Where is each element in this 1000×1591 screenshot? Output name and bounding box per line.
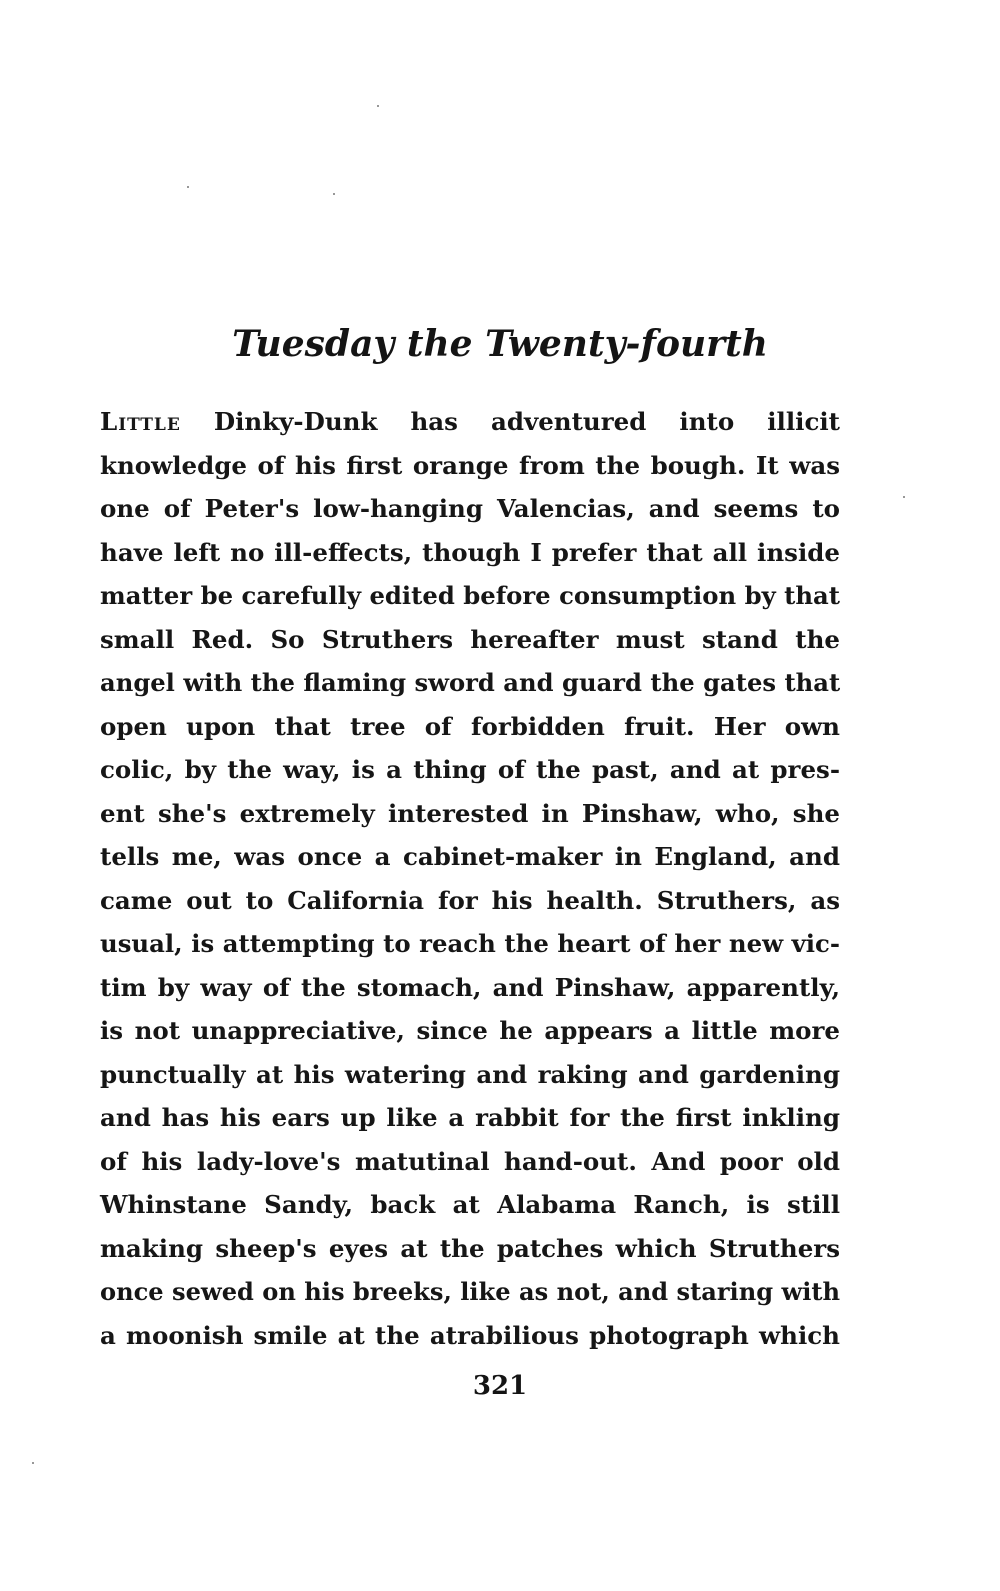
text-line: came out to California for his health. Struthers, as [100, 885, 840, 915]
text-line: knowledge of his first orange from the bough. It was [100, 450, 840, 480]
text-line: punctually at his watering and raking and gardening [100, 1059, 840, 1089]
text-line: Whinstane Sandy, back at Alabama Ranch, is still [100, 1190, 840, 1219]
text-line: tells me, was once a cabinet-maker in England, and [100, 842, 840, 871]
opening-word: Little [100, 407, 181, 436]
text-line: matter be carefully edited before consumption by that [100, 581, 841, 610]
text-line: Little Dinky-Dunk has adventured into illicit [100, 407, 840, 436]
text-line: tim by way of the stomach, and Pinshaw, apparently, [100, 972, 840, 1002]
text-line: a moonish smile at the atrabilious photograph which [100, 1320, 840, 1350]
body-paragraph [100, 400, 840, 1357]
text-line: small Red. So Struthers hereafter must stand the [100, 624, 840, 654]
chapter-heading: Tuesday the Twenty-fourth [232, 323, 768, 365]
text-line: is not unappreciative, since he appears a little more [100, 1016, 840, 1045]
text-line: open upon that tree of forbidden fruit. Her own [100, 711, 840, 741]
text-line: usual, is attempting to reach the heart of her new vic- [100, 929, 840, 958]
text-line: once sewed on his breeks, like as not, and staring with [100, 1277, 841, 1306]
text-line: and has his ears up like a rabbit for the first inkling [100, 1103, 840, 1132]
scan-speck [903, 496, 905, 498]
scan-speck [333, 193, 335, 195]
scan-speck [377, 105, 379, 107]
text-line: colic, by the way, is a thing of the past, and at pres- [100, 755, 840, 784]
scan-speck [32, 1462, 34, 1464]
scan-speck [187, 186, 189, 188]
text-line: of his lady-love's matutinal hand-out. And poor old [100, 1146, 840, 1176]
text-line: angel with the flaming sword and guard the gates that [100, 668, 841, 697]
text-line: ent she's extremely interested in Pinshaw, who, she [100, 798, 840, 828]
page-number: 321 [472, 1371, 528, 1401]
text-line: making sheep's eyes at the patches which Struthers [100, 1233, 840, 1263]
text-line: one of Peter's low-hanging Valencias, and seems to [100, 494, 840, 523]
text-line: have left no ill-effects, though I prefer that all inside [100, 537, 840, 567]
